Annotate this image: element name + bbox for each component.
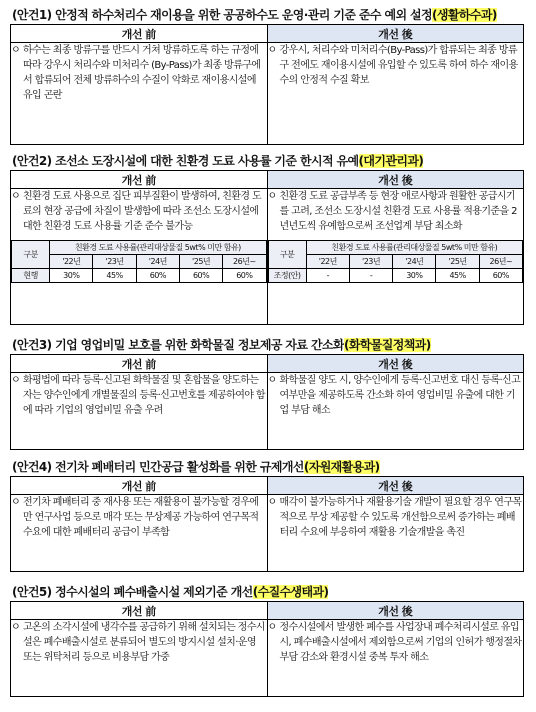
row-label: 현행 — [12, 269, 50, 283]
value-cell: 60% — [479, 269, 522, 283]
usage-rate-table-adjusted — [268, 240, 524, 283]
bullet: ㅇ — [11, 497, 21, 508]
section-5-dept: (수질수생태과) — [252, 585, 329, 599]
after-header: 개선 後 — [267, 355, 524, 373]
before-text: 전기차 폐배터리 중 재사용 또는 재활용이 불가능할 경우에만 연구사업 등으로 매각 또는 무상제공 가능하여 연구목적 수요에 대한 폐배터리 공급이 부족함 — [23, 497, 259, 538]
after-text: 강우시, 처리수와 미처리수(By-Pass)가 합류되는 최종 방류구 전에도 재이용시설에 유입할 수 있도록 하여 하수 재이용수의 안정적 수질 확보 — [279, 45, 518, 86]
bullet: ㅇ — [267, 497, 277, 508]
before-text: 하수는 최종 방류구를 반드시 거쳐 방류하도록 하는 규정에 따라 강우시 처리수와 미처리수 (By-Pass)가 최종 방류구에서 합류되어 전체 방류하수의 수질이 악화로 재이용시설에 유입 곤란 — [23, 45, 261, 101]
section-1-title: (안건1) 안정적 하수처리수 재이용을 위한 공공하수도 운영·관리 기준 준수 예외 설정(생활하수과) — [12, 8, 497, 22]
before-cell — [11, 495, 268, 572]
after-cell — [267, 495, 524, 572]
before-header: 개선 前 — [11, 25, 268, 43]
after-header: 개선 後 — [267, 477, 524, 495]
value-cell: 30% — [393, 269, 436, 283]
section-3-title: (안건3) 기업 영업비밀 보호를 위한 화학물질 정보제공 자료 간소화(화학물질정책과) — [12, 338, 431, 352]
after-text: 매각이 불가능하거나 재활용기술 개발이 필요할 경우 연구목적으로 무상 제공할 수 있도록 개선함으로써 증가하는 폐배터리 수요에 부응하여 재활용 기술개발을 촉진 — [279, 497, 522, 538]
section-3-table — [10, 354, 524, 450]
after-cell — [267, 620, 524, 697]
bullet: ㅇ — [267, 375, 277, 386]
year-cell: '23년 — [93, 255, 136, 269]
section-5-title: (안건5) 정수시설의 폐수배출시설 제외기준 개선(수질수생태과) — [12, 585, 329, 599]
sub-label: 구분 — [12, 241, 50, 269]
value-cell: 60% — [223, 269, 266, 283]
sub-group-header: 친환경 도료 사용률(관리대상물질 5wt% 미만 함유) — [50, 241, 266, 255]
before-text: 화평법에 따라 등록·신고된 화학물질 및 혼합물을 양도하는 자는 양수인에게 개별물질의 등록·신고번호를 제공하여야 함에 따라 기업의 영업비밀 유출 우려 — [23, 375, 265, 416]
before-cell — [11, 43, 268, 145]
value-cell: 60% — [136, 269, 179, 283]
before-header: 개선 前 — [11, 602, 268, 620]
before-cell — [11, 620, 268, 697]
year-cell: 26년~ — [479, 255, 522, 269]
after-header: 개선 後 — [267, 25, 524, 43]
section-4-dept: (자원재활용과) — [303, 460, 380, 474]
year-cell: '25년 — [179, 255, 222, 269]
bullet: ㅇ — [267, 622, 277, 633]
value-cell: - — [306, 269, 349, 283]
after-text: 화학물질 양도 시, 양수인에게 등록·신고번호 대신 등록·신고 여부만을 제공하도록 간소화 하여 영업비밀 유출에 대한 기업 부담 해소 — [279, 375, 521, 416]
after-cell — [267, 43, 524, 145]
year-cell: '22년 — [306, 255, 349, 269]
section-5-table — [10, 601, 524, 697]
bullet: ㅇ — [11, 191, 21, 202]
bullet: ㅇ — [267, 191, 277, 202]
year-cell: 26년~ — [223, 255, 266, 269]
row-label: 조정(안) — [268, 269, 306, 283]
after-cell — [267, 189, 524, 325]
bullet: ㅇ — [11, 375, 21, 386]
year-cell: '25년 — [436, 255, 479, 269]
after-text: 친환경 도료 공급부족 등 현장 애로사항과 원활한 공급시기를 고려, 조선소 도장시설 친환경 도료 사용률 적용기준을 2년년도씩 유예함으로써 조선업계 부담 최소화 — [279, 191, 517, 232]
after-text: 정수시설에서 발생한 폐수를 사업장내 폐수처리시설로 유입시, 폐수배출시설에서 제외함으로써 기업의 인허가 행정절차 부담 감소와 환경시설 중복 투자 해소 — [279, 622, 522, 663]
before-header: 개선 前 — [11, 171, 268, 189]
section-2-table — [10, 170, 524, 325]
before-cell — [11, 189, 268, 325]
value-cell: 60% — [179, 269, 222, 283]
year-cell: '22년 — [50, 255, 93, 269]
section-2-dept: (대기관리과) — [358, 154, 424, 168]
bullet: ㅇ — [11, 622, 21, 633]
section-1-table — [10, 24, 524, 145]
usage-rate-table-current — [11, 240, 267, 283]
value-cell: 30% — [50, 269, 93, 283]
value-cell: 45% — [436, 269, 479, 283]
after-cell — [267, 373, 524, 450]
year-cell: '24년 — [393, 255, 436, 269]
sub-group-header: 친환경 도료 사용률(관리대상물질 5wt% 미만 함유) — [306, 241, 522, 255]
after-header: 개선 後 — [267, 602, 524, 620]
bullet: ㅇ — [267, 45, 277, 56]
section-4-title: (안건4) 전기차 폐배터리 민간공급 활성화를 위한 규제개선(자원재활용과) — [12, 460, 380, 474]
year-cell: '24년 — [136, 255, 179, 269]
year-cell: '23년 — [349, 255, 392, 269]
after-header: 개선 後 — [267, 171, 524, 189]
before-header: 개선 前 — [11, 477, 268, 495]
bullet: ㅇ — [11, 45, 21, 56]
value-cell: - — [349, 269, 392, 283]
sub-label: 구분 — [268, 241, 306, 269]
before-text: 고온의 소각시설에 냉각수를 공급하기 위해 설치되는 정수시설은 폐수배출시설로 분류되어 별도의 방지시설 설치·운영 또는 위탁처리 등으로 비용부담 가중 — [23, 622, 265, 663]
section-1-dept: (생활하수과) — [432, 8, 497, 22]
value-cell: 45% — [93, 269, 136, 283]
section-3-dept: (화학물질정책과) — [343, 338, 431, 352]
section-4-table — [10, 476, 524, 572]
before-cell — [11, 373, 268, 450]
section-2-title: (안건2) 조선소 도장시설에 대한 친환경 도료 사용률 기준 한시적 유예(대기관리과) — [12, 154, 424, 168]
before-header: 개선 前 — [11, 355, 268, 373]
before-text: 친환경 도료 사용으로 집단 피부질환이 발생하여, 친환경 도료의 현장 공급에 차질이 발생함에 따라 조선소 도장시설에 대한 친환경 도료 사용률 기준 준수 불가능 — [23, 191, 262, 232]
